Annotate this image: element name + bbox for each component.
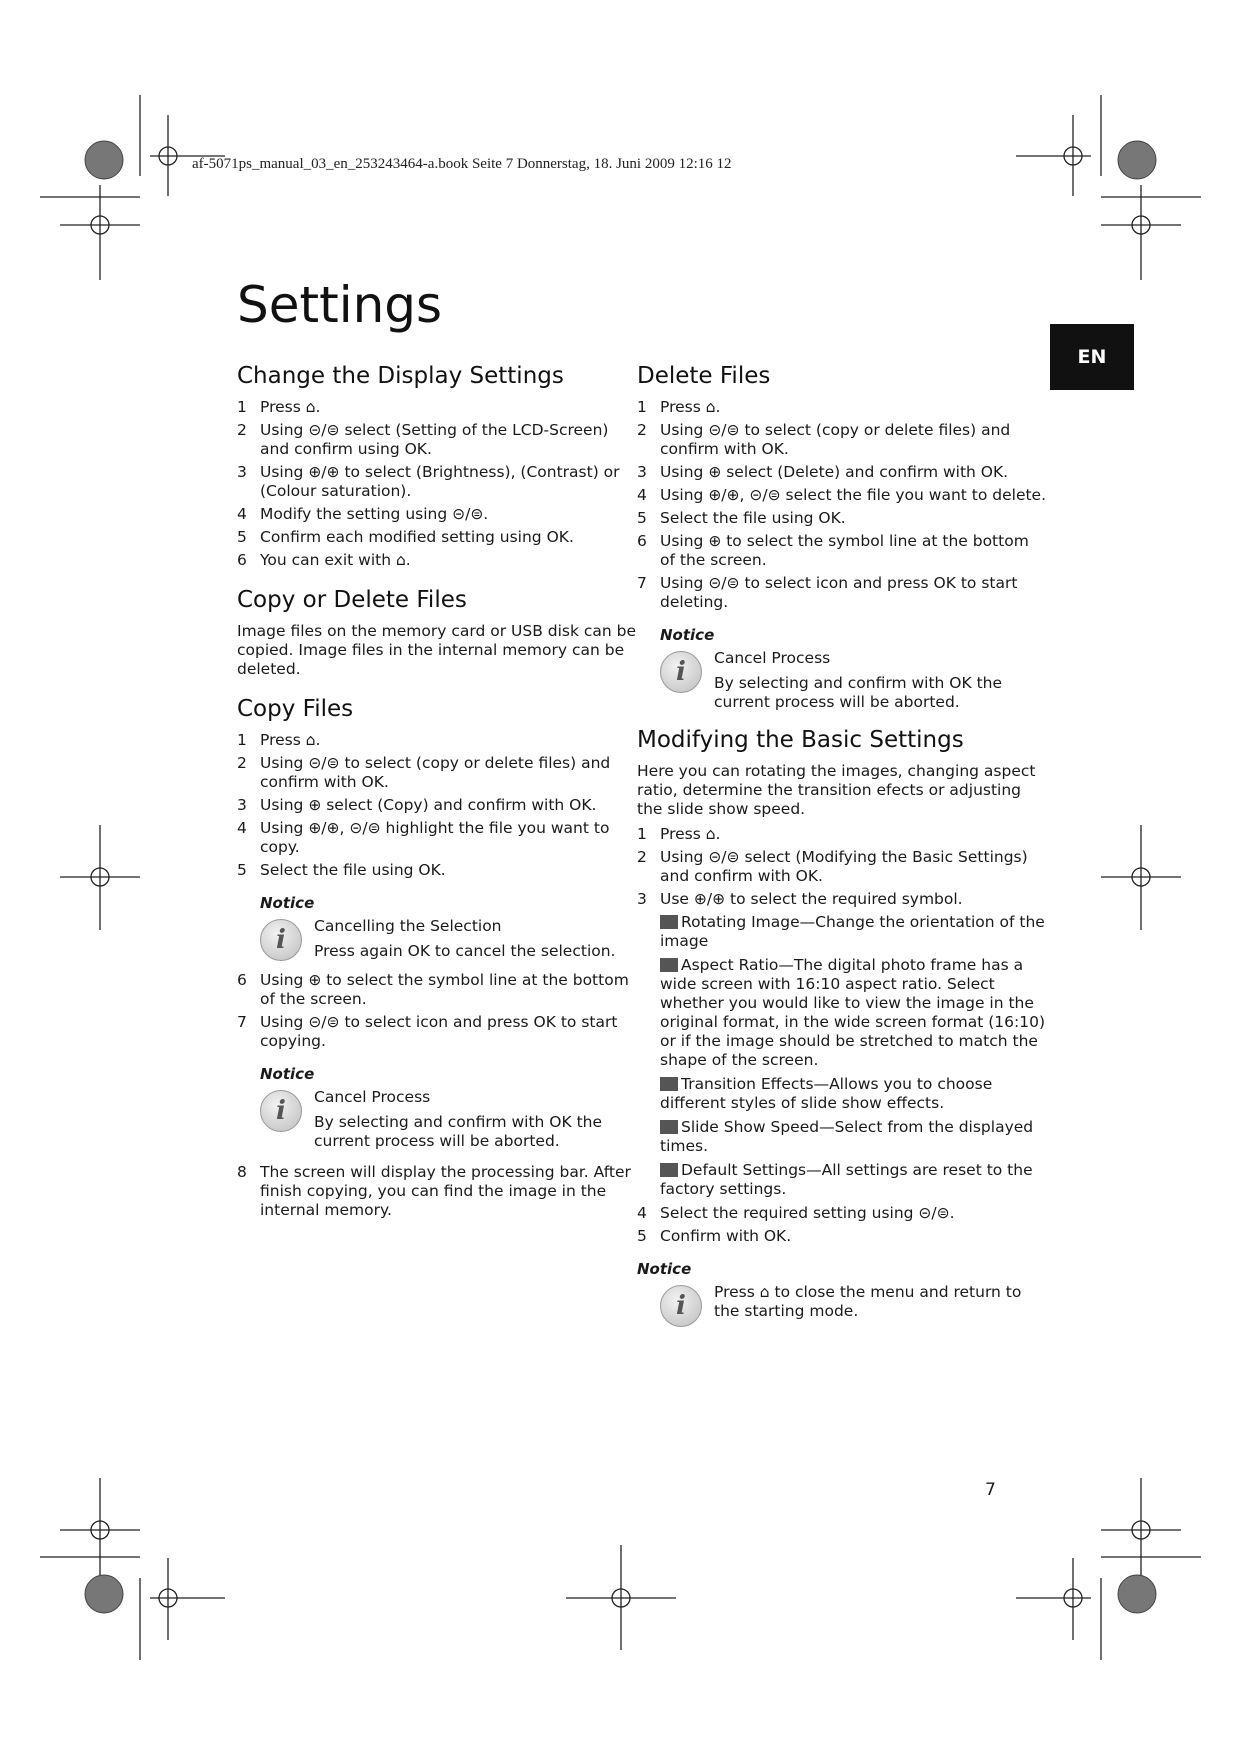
setting-option: Rotating Image—Change the orientation of the image [660,913,1045,950]
setting-option: Transition Effects—Allows you to choose different styles of slide show effects. [660,1075,993,1112]
step-item: 6 Using ⊕ to select the symbol line at the bottom of the screen. [237,971,629,1008]
step-item: 6 Using ⊕ to select the symbol line at the bottom of the screen. [637,532,1029,569]
section-title-delete: Delete Files [637,363,771,389]
step-item: 4 Using ⊕/⊕, ⊝/⊜ select the file you want to delete. [637,486,1047,504]
file-header-line: af-5071ps_manual_03_en_253243464-a.book Seite 7 Donnerstag, 18. Juni 2009 12:16 12 [192,156,732,172]
notice-title: Cancel Process [314,1088,431,1106]
setting-option-icon [660,1120,678,1134]
step-item: 5 Confirm each modified setting using OK. [237,528,574,546]
step-item: 1 Press ⌂. [637,825,721,843]
info-icon: i [260,1090,302,1132]
step-item: 2 Using ⊝/⊜ select (Setting of the LCD-Screen) and confirm using OK. [237,421,609,458]
notice-text: By selecting and confirm with OK the current process will be aborted. [714,674,1003,711]
section-title-display: Change the Display Settings [237,363,564,389]
setting-option: Aspect Ratio—The digital photo frame has a wide screen with 16:10 aspect ratio. Select whether you would like to view the image in the original format, in the wide screen format (16:10) or if the image should be stretched to match the shape of the screen. [660,956,1045,1069]
notice-label: Notice [637,1260,692,1278]
step-item: 7 Using ⊝/⊜ to select icon and press OK to start deleting. [637,574,1018,611]
step-item: 3 Using ⊕ select (Delete) and confirm with OK. [637,463,1009,481]
notice-label: Notice [260,1065,315,1083]
copy-steps-b [237,971,637,1051]
step-item: 3 Using ⊕/⊕ to select (Brightness), (Contrast) or (Colour saturation). [237,463,620,500]
setting-option-icon [660,1163,678,1177]
step-item: 3 Use ⊕/⊕ to select the required symbol. [637,890,963,908]
setting-option-icon [660,958,678,972]
step-item: 1 Press ⌂. [237,731,321,749]
step-item: 2 Using ⊝/⊜ select (Modifying the Basic Settings) and confirm with OK. [637,848,1028,885]
step-item: 7 Using ⊝/⊜ to select icon and press OK to start copying. [237,1013,618,1050]
page-title: Settings [237,276,443,334]
notice-label: Notice [660,626,715,644]
page-number: 7 [985,1480,996,1500]
setting-option-icon [660,915,678,929]
step-item: 6 You can exit with ⌂. [237,551,411,569]
notice-cancel-selection [260,917,637,961]
step-item: 4 Using ⊕/⊕, ⊝/⊜ highlight the file you want to copy. [237,819,610,856]
delete-steps [637,398,1047,612]
info-icon: i [660,1285,702,1327]
section-title-basic: Modifying the Basic Settings [637,727,964,753]
copy-step-8: 8 The screen will display the processing bar. After finish copying, you can find the image in the internal memory. [237,1163,631,1219]
copy-steps-a [237,731,637,880]
notice-cancel-process [660,649,1047,712]
copy-delete-intro: Image files on the memory card or USB disk can be copied. Image files in the internal memory can be deleted. [237,622,637,678]
step-item: 1 Press ⌂. [637,398,721,416]
step-item: 1 Press ⌂. [237,398,321,416]
section-title-copy-delete: Copy or Delete Files [237,587,467,613]
registration-dial-top-left [85,141,123,179]
step-item: 2 Using ⊝/⊜ to select (copy or delete files) and confirm with OK. [237,754,611,791]
notice-title: Cancelling the Selection [314,917,502,935]
section-title-copy: Copy Files [237,696,354,722]
notice-return [660,1283,1047,1327]
notice-text: By selecting and confirm with OK the current process will be aborted. [314,1113,603,1150]
left-column [237,362,637,1224]
language-tab: EN [1050,324,1134,390]
notice-text: Press again OK to cancel the selection. [314,942,616,960]
step-item: 4 Select the required setting using ⊝/⊜. [637,1204,955,1222]
notice-title: Cancel Process [714,649,831,667]
info-icon: i [260,919,302,961]
basic-intro: Here you can rotating the images, changing aspect ratio, determine the transition efects or adjusting the slide show speed. [637,762,1036,818]
basic-steps-b [637,1204,1047,1246]
notice-label: Notice [260,894,315,912]
registration-dial-top-right [1118,141,1156,179]
step-item: 5 Confirm with OK. [637,1227,792,1245]
setting-option: Default Settings—All settings are reset to the factory settings. [660,1161,1033,1198]
step-item: 5 Select the file using OK. [637,509,846,527]
basic-steps-a [637,825,1047,909]
info-icon: i [660,651,702,693]
basic-options [637,913,1047,1199]
notice-cancel-process [260,1088,637,1151]
registration-dial-bottom-right [1118,1575,1156,1613]
right-column [637,362,1047,1337]
setting-option: Slide Show Speed—Select from the displayed times. [660,1118,1034,1155]
step-item: 4 Modify the setting using ⊝/⊜. [237,505,489,523]
registration-dial-bottom-left [85,1575,123,1613]
display-steps [237,398,637,570]
step-item: 5 Select the file using OK. [237,861,446,879]
step-item: 2 Using ⊝/⊜ to select (copy or delete files) and confirm with OK. [637,421,1011,458]
setting-option-icon [660,1077,678,1091]
notice-text: Press ⌂ to close the menu and return to the starting mode. [714,1283,1022,1320]
step-item: 3 Using ⊕ select (Copy) and confirm with OK. [237,796,597,814]
